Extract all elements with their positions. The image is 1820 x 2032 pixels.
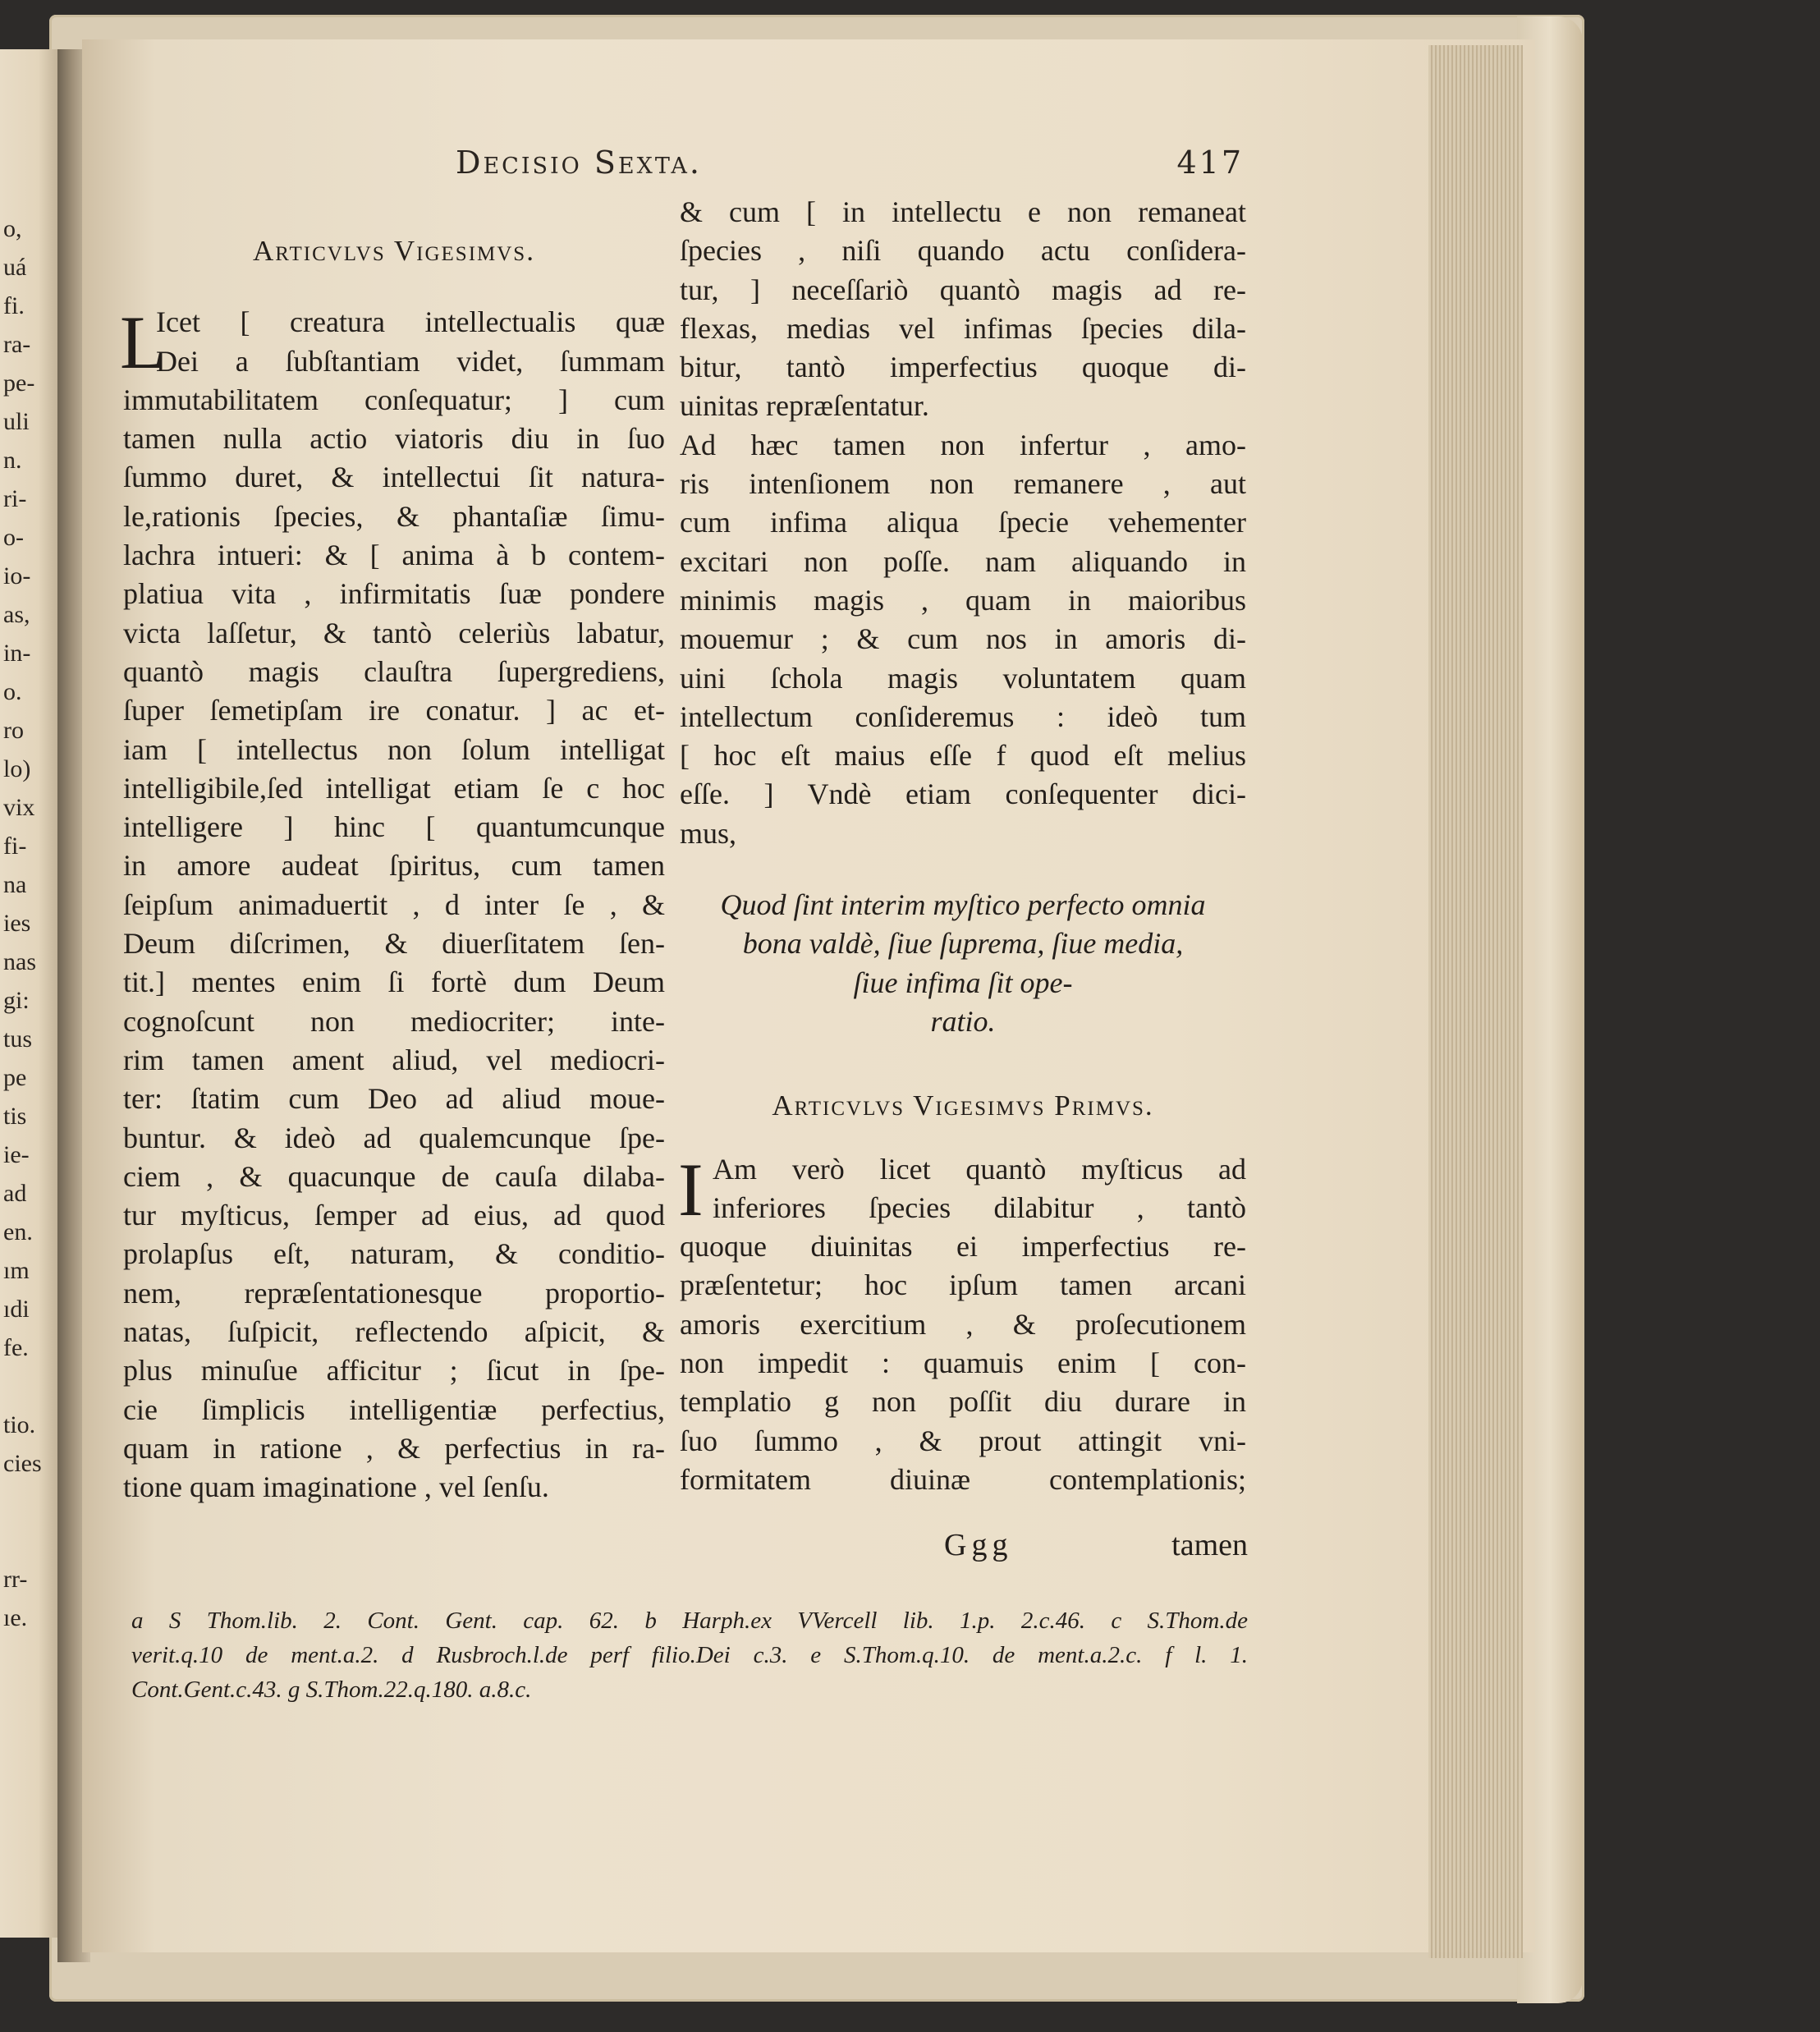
text-line: cie ſimplicis intelligentiæ perfectius, <box>123 1392 665 1426</box>
right-column <box>680 193 1246 1499</box>
text-line: ſpecies , niſi quando actu conſidera- <box>680 234 1246 268</box>
footnotes <box>131 1603 1248 1707</box>
text-line: templatio g non poſſit diu durare in <box>680 1385 1246 1419</box>
text-line: cognoſcunt non mediocriter; inte- <box>123 1004 665 1038</box>
text-line: in amore audeat ſpiritus, cum tamen <box>123 849 665 883</box>
text-line: uinitas repræſentatur. <box>680 389 929 423</box>
margin-fragment: in- <box>3 640 31 667</box>
margin-fragment: tis <box>3 1103 27 1130</box>
right-column-text-top <box>680 193 1246 853</box>
text-line: tione quam imaginatione , vel ſenſu. <box>123 1470 549 1504</box>
signature-mark: Ggg <box>944 1528 1013 1562</box>
text-line: [ hoc eſt maius eſſe f quod eſt melius <box>680 739 1246 773</box>
article-heading: Articvlvs Vigesimvs. <box>253 235 535 267</box>
margin-fragment: nas <box>3 948 36 975</box>
text-line: tamen nulla actio viatoris diu in ſuo <box>123 422 665 456</box>
margin-fragment: o. <box>3 678 22 705</box>
margin-fragment: fe. <box>3 1334 29 1361</box>
section-summary-title <box>680 886 1246 1041</box>
text-line: Ad hæc tamen non infertur , amo- <box>680 428 1246 461</box>
margin-fragment: vix <box>3 794 35 821</box>
text-line: quantò magis clauſtra ſupergrediens, <box>123 654 665 688</box>
drop-cap-2: I <box>678 1147 704 1232</box>
margin-fragment: ro <box>3 717 24 744</box>
text-line: platiua vita , infirmitatis ſuæ pondere <box>123 577 665 611</box>
margin-fragment: ies <box>3 910 31 937</box>
margin-fragment: as, <box>3 601 30 628</box>
margin-fragment: ıe. <box>3 1604 28 1631</box>
margin-fragment: ad <box>3 1180 27 1207</box>
margin-fragment: fi- <box>3 833 27 860</box>
page-number: 417 <box>1176 144 1244 181</box>
running-header <box>456 144 1244 186</box>
text-line: tur, ] neceſſariò quantò magis ad re- <box>680 273 1246 306</box>
text-line: Am verò licet quantò myſticus ad <box>713 1152 1246 1186</box>
text-line: iam [ intellectus non ſolum intelligat <box>123 732 665 766</box>
text-line: Deum diſcrimen, & diuerſitatem ſen- <box>123 927 665 961</box>
text-line: & cum [ in intellectu e non remaneat <box>680 195 1246 228</box>
text-line: quam in ratione , & perfectius in ra- <box>123 1431 665 1465</box>
text-line: ſeipſum animaduertit , d inter ſe , & <box>123 888 665 921</box>
summary-title-line: bona valdè, ſiue ſuprema, ſiue media, <box>742 927 1184 961</box>
text-line: le,rationis ſpecies, & phantaſiæ ſimu- <box>123 499 665 533</box>
text-line: ciem , & quacunque de cauſa dilaba- <box>123 1159 665 1193</box>
margin-fragment: pe- <box>3 369 35 397</box>
margin-fragment: uli <box>3 408 30 435</box>
margin-fragment: rr- <box>3 1566 28 1593</box>
text-line: rim tamen ament aliud, vel mediocri- <box>123 1043 665 1076</box>
text-line: cum infima aliqua ſpecie vehementer <box>680 506 1246 539</box>
text-line: excitari non poſſe. nam aliquando in <box>680 544 1246 578</box>
summary-title-line: ſiue infima ſit ope- <box>853 966 1073 999</box>
text-line: lachra intueri: & [ anima à b contem- <box>123 539 665 572</box>
text-line: præſentetur; hoc ipſum tamen arcani <box>680 1268 1246 1302</box>
margin-fragment: io- <box>3 562 31 589</box>
text-line: ſuper ſemetipſam ire conatur. ] ac et- <box>123 694 665 727</box>
left-column-text <box>123 303 665 1507</box>
text-line: ter: ſtatim cum Deo ad aliud moue- <box>123 1082 665 1116</box>
margin-fragment: ri- <box>3 485 27 512</box>
text-line: immutabilitatem conſequatur; ] cum <box>123 383 665 416</box>
text-line: minimis magis , quam in maioribus <box>680 583 1246 617</box>
text-line: inferiores ſpecies dilabitur , tantò <box>713 1190 1246 1224</box>
text-line: eſſe. ] Vndè etiam conſequenter dici- <box>680 777 1246 811</box>
margin-fragment: uá <box>3 254 27 281</box>
text-line: intellectum conſideremus : ideò tum <box>680 700 1246 733</box>
text-line: mus, <box>680 816 737 850</box>
text-line: ſummo duret, & intellectui ſit natura- <box>123 461 665 494</box>
text-line: intelligibile,ſed intelligat etiam ſe c hoc <box>123 771 665 805</box>
margin-fragment: ra- <box>3 331 31 358</box>
footnote-line: verit.q.10 de ment.a.2. d Rusbroch.l.de perf filio.Dei c.3. e S.Thom.q.10. de ment.a.2.c. f l. 1. <box>131 1642 1248 1668</box>
right-column-text-bottom <box>678 1147 1246 1500</box>
text-line: mouemur ; & cum nos in amoris di- <box>680 622 1246 656</box>
text-line: tur myſticus, ſemper ad eius, ad quod <box>123 1199 665 1232</box>
text-line: tit.] mentes enim ſi fortè dum Deum <box>123 966 665 999</box>
margin-fragment: fi. <box>3 292 25 319</box>
footnote-line: a S Thom.lib. 2. Cont. Gent. cap. 62. b Harph.ex VVercell lib. 1.p. 2.c.46. c S.Thom.de <box>131 1608 1248 1634</box>
text-line: natas, ſuſpicit, reflectendo aſpicit, & <box>123 1315 665 1349</box>
text-line: formitatem diuinæ contemplationis; <box>680 1462 1246 1496</box>
margin-fragment: o- <box>3 524 24 551</box>
summary-title-line: ratio. <box>930 1004 996 1038</box>
text-line: nem, repræſentationesque proportio- <box>123 1276 665 1310</box>
text-line: ſuo ſummo , & prout attingit vni- <box>680 1424 1246 1457</box>
margin-fragment: o, <box>3 215 22 242</box>
text-line: victa laſſetur, & tantò celeriùs labatur, <box>123 616 665 649</box>
text-line: non impedit : quamuis enim [ con- <box>680 1346 1246 1380</box>
text-line: uini ſchola magis voluntatem quam <box>680 661 1246 695</box>
catchword: tamen <box>1171 1528 1248 1562</box>
signature-line <box>944 1527 1248 1568</box>
margin-fragment: gi: <box>3 987 30 1014</box>
text-line: amoris exercitium , & proſecutionem <box>680 1307 1246 1341</box>
margin-fragment: lo) <box>3 755 31 782</box>
text-line: flexas, medias vel infimas ſpecies dila- <box>680 311 1246 345</box>
text-line: plus minuſue afficitur ; ſicut in ſpe- <box>123 1354 665 1388</box>
margin-fragment: na <box>3 871 27 898</box>
summary-title-line: Quod ſint interim myſtico perfecto omnia <box>720 888 1206 922</box>
text-line: bitur, tantò imperfectius quoque di- <box>680 351 1246 384</box>
running-title: Decisio Sexta. <box>456 144 702 181</box>
footnote-line: Cont.Gent.c.43. g S.Thom.22.q.180. a.8.c. <box>131 1677 532 1703</box>
drop-cap: L <box>120 300 167 385</box>
margin-fragment: cies <box>3 1450 42 1477</box>
margin-fragment: tio. <box>3 1411 36 1438</box>
text-line: intelligere ] hinc [ quantumcunque <box>123 810 665 844</box>
margin-fragment: pe <box>3 1064 27 1091</box>
left-column <box>120 193 665 1507</box>
margin-fragment: ie- <box>3 1141 30 1168</box>
text-line: Dei a ſubſtantiam videt, ſummam <box>156 344 665 378</box>
margin-fragment: en. <box>3 1218 33 1245</box>
margin-fragment: tus <box>3 1025 33 1053</box>
text-line: quoque diuinitas ei imperfectius re- <box>680 1230 1246 1264</box>
text-line: Icet [ creatura intellectualis quæ <box>156 305 665 339</box>
text-line: ris intenſionem non remanere , aut <box>680 467 1246 501</box>
text-line: prolapſus eſt, naturam, & conditio- <box>123 1237 665 1271</box>
margin-fragment: ım <box>3 1257 30 1284</box>
margin-fragment: n. <box>3 447 22 474</box>
article-heading-2: Articvlvs Vigesimvs Primvs. <box>772 1089 1154 1122</box>
margin-fragment: ıdi <box>3 1296 30 1323</box>
text-line: buntur. & ideò ad qualemcunque ſpe- <box>123 1121 665 1154</box>
